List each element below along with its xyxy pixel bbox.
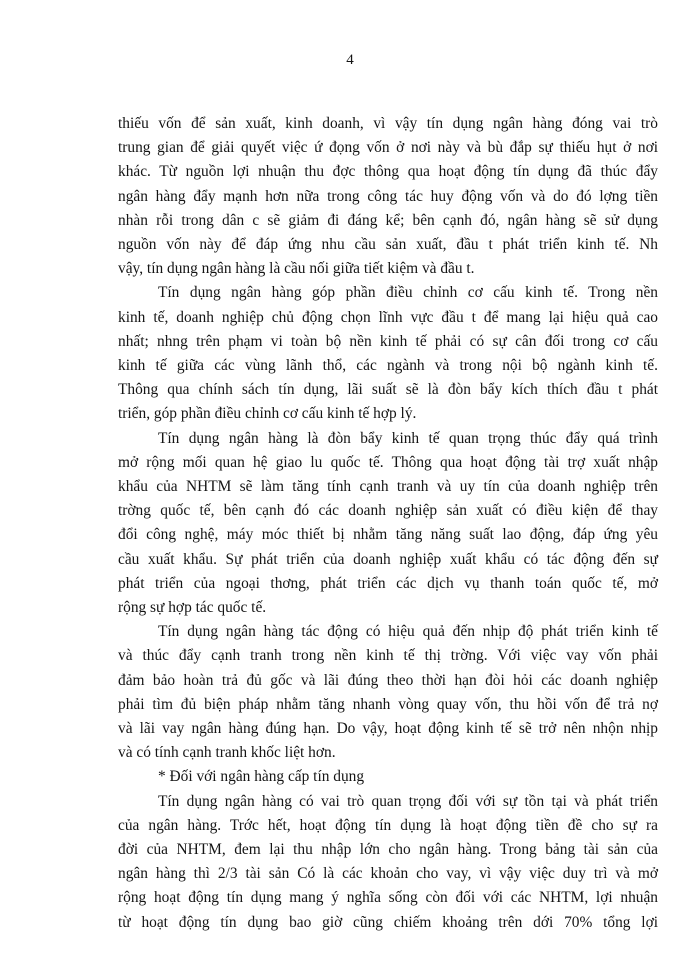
text-line: trung gian để giải quyết việc ứ đọng vốn ở nơi này và bù đắp sự thiếu hụt ở nơi — [118, 139, 658, 157]
text-line: phải tìm đủ biện pháp nhằm tăng nhanh vòng quay vốn, thu hồi vốn để trả nợ — [118, 695, 658, 713]
text-line: vậy, tín dụng ngân hàng là cầu nối giữa tiết kiệm và đầu t. — [118, 260, 475, 278]
text-line: đảm bảo hoàn trả đủ gốc và lãi đúng theo thời hạn đòi hỏi các doanh nghiệp — [118, 671, 658, 689]
text-line: Tín dụng ngân hàng tác động có hiệu quả đến nhịp độ phát triển kinh tế — [158, 623, 658, 641]
text-line: phát triển của ngoại thơng, phát triển các dịch vụ thanh toán quốc tế, mở — [118, 574, 658, 592]
text-line: Tín dụng ngân hàng góp phần điều chỉnh cơ cấu kinh tế. Trong nền — [158, 284, 658, 302]
text-line: Tín dụng ngân hàng là đòn bẩy kinh tế quan trọng thúc đẩy quá trình — [158, 429, 658, 447]
text-line: rộng hoạt động tín dụng mang ý nghĩa sống còn đối với các NHTM, lợi nhuận — [118, 889, 658, 907]
text-line: và có tính cạnh tranh khốc liệt hơn. — [118, 744, 336, 762]
text-line: mở rộng mối quan hệ giao lu quốc tế. Thông qua hoạt động tài trợ xuất nhập — [118, 453, 658, 471]
text-line: kinh tế, doanh nghiệp chủ động chọn lĩnh vực đầu t để mang lại hiệu quả cao — [118, 308, 658, 326]
text-line: Thông qua chính sách tín dụng, lãi suất sẽ là đòn bẩy kích thích đầu t phát — [118, 381, 658, 399]
text-line: từ hoạt động tín dụng bao giờ cũng chiếm khoảng trên dới 70% tổng lợi — [118, 913, 658, 931]
text-line: thiếu vốn để sản xuất, kinh doanh, vì vậy tín dụng ngân hàng đóng vai trò — [118, 115, 658, 132]
text-line: đời của NHTM, đem lại thu nhập lớn cho ngân hàng. Trong bảng tài sản của — [118, 841, 658, 858]
text-line: khẩu của NHTM sẽ làm tăng tính cạnh tranh và uy tín của doanh nghiệp trên — [118, 478, 658, 495]
text-line: Tín dụng ngân hàng có vai trò quan trọng đối với sự tồn tại và phát triển — [158, 792, 658, 810]
text-line: và thúc đẩy cạnh tranh trong nền kinh tế thị trờng. Với việc vay vốn phải — [118, 647, 658, 665]
text-line: ngân hàng thì 2/3 tài sản Có là các khoản cho vay, vì vậy việc duy trì và mở — [118, 865, 658, 883]
text-line: nhất; nhng trên phạm vi toàn bộ nền kinh tế phải có sự cân đối trong cơ cấu — [118, 332, 658, 350]
text-line: ngân hàng đẩy mạnh hơn nữa trong công tác huy động vốn và do đó lợng tiền — [118, 187, 658, 205]
text-line: khác. Từ nguồn lợi nhuận thu đợc thông qua hoạt động tín dụng đã thúc đẩy — [118, 163, 658, 181]
text-line: rộng sự hợp tác quốc tế. — [118, 599, 267, 616]
text-line: của ngân hàng. Trớc hết, hoạt động tín dụng là hoạt động tiền đề cho sự ra — [118, 816, 658, 834]
text-line: * Đối với ngân hàng cấp tín dụng — [158, 768, 365, 786]
text-line: kinh tế giữa các vùng lãnh thổ, các ngành và trong nội bộ ngành kinh tế. — [118, 357, 658, 374]
page-number: 4 — [346, 52, 354, 68]
text-line: triển, góp phần điều chỉnh cơ cấu kinh tế hợp lý. — [118, 405, 417, 423]
text-line: cầu xuất khẩu. Sự phát triển của doanh nghiệp xuất khẩu có tác động đến sự — [118, 550, 658, 568]
text-line: đổi công nghệ, máy móc thiết bị nhằm tăng năng suất lao động, đáp ứng yêu — [118, 526, 658, 544]
text-line: nguồn vốn này để đáp ứng nhu cầu sản xuất, đầu t phát triển kinh tế. Nh — [118, 236, 658, 253]
text-line: và lãi vay ngân hàng đúng hạn. Do vậy, hoạt động kinh tế sẽ trở nên nhộn nhịp — [118, 720, 658, 737]
text-line: nhàn rỗi trong dân c sẽ giảm đi đáng kể; bên cạnh đó, ngân hàng sẽ sử dụng — [118, 211, 658, 229]
text-line: trờng quốc tế, bên cạnh đó các doanh nghiệp sản xuất có điều kiện để thay — [118, 502, 658, 520]
